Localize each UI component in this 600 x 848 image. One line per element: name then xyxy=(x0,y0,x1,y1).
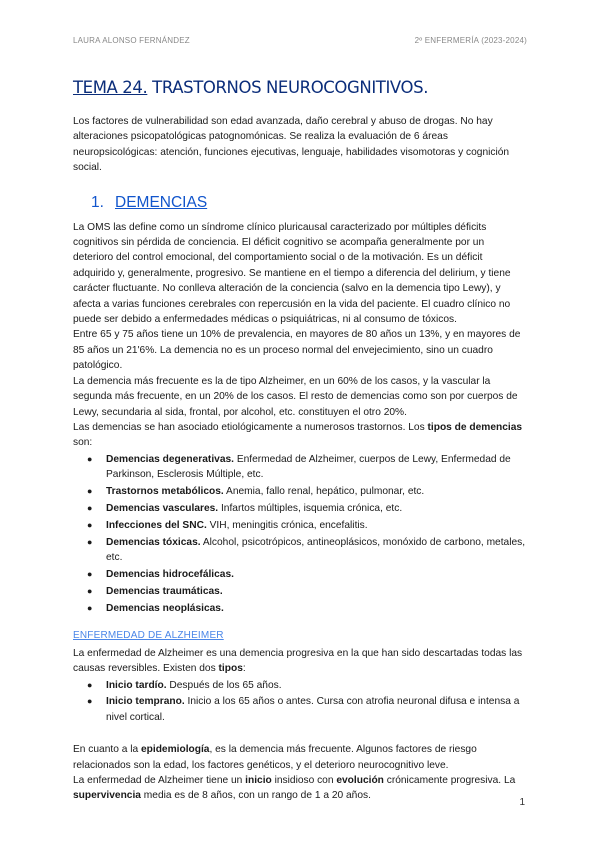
list-item: ● Trastornos metabólicos. Anemia, fallo renal, hepático, pulmonar, etc. xyxy=(73,484,527,499)
subheading-alzheimer: ENFERMEDAD DE ALZHEIMER xyxy=(73,630,224,642)
page-title xyxy=(73,78,428,97)
title-text: TRASTORNOS NEUROCOGNITIVOS. xyxy=(147,78,429,97)
bullet-icon: ● xyxy=(87,679,93,690)
bullet-icon: ● xyxy=(87,569,93,580)
bullet-icon: ● xyxy=(87,602,93,613)
section-heading-demencias xyxy=(91,192,527,214)
intro-paragraph: Los factores de vulnerabilidad son edad avanzada, daño cerebral y abuso de drogas. No hay alteraciones psicopatológicas patognomónicas. Se realiza la evaluación de 6 áreas neuropsicológicas: atención, funciones ejecutivas, lenguaje, habilidades visomotoras y cognición social. xyxy=(73,116,510,174)
section-number: 1. xyxy=(91,193,104,211)
prevalence-paragraph: Entre 65 y 75 años tiene un 10% de prevalencia, en mayores de 80 años un 13%, y en mayores de 85 años un 21'6%. La demencia no es un proceso normal del envejecimiento, sino un cuadro patológico. xyxy=(73,329,521,372)
list-item: ● Demencias hidrocefálicas. xyxy=(73,567,527,582)
list-item: ● Inicio temprano. Inicio a los 65 años o antes. Cursa con atrofia neuronal difusa e intensa a nivel cortical. xyxy=(87,696,520,723)
bullet-icon: ● xyxy=(87,453,93,464)
list-item: ● Demencias neoplásicas. xyxy=(73,601,527,616)
list-item: ● Demencias degenerativas. Enfermedad de Alzheimer, cuerpos de Lewy, Enfermedad de Parkinson, Esclerosis Múltiple, etc. xyxy=(87,453,511,481)
section-title: DEMENCIAS xyxy=(115,193,208,211)
list-item: ● Demencias vasculares. Infartos múltiples, isquemia crónica, etc. xyxy=(73,501,527,516)
list-item: ● Infecciones del SNC. VIH, meningitis crónica, encefalitis. xyxy=(73,518,527,533)
header-author: LAURA ALONSO FERNÁNDEZ xyxy=(73,36,190,45)
bullet-icon: ● xyxy=(87,502,93,513)
bullet-icon: ● xyxy=(87,536,93,547)
page-number: 1 xyxy=(519,797,525,808)
epidemiology-paragraph: En cuanto a la epidemiología, es la demencia más frecuente. Algunos factores de riesgo relacionados son la edad, los factores genéticos, y el deterioro neurocognitivo leve. xyxy=(73,744,477,771)
alzheimer-types-list xyxy=(73,678,527,726)
bullet-icon: ● xyxy=(87,519,93,530)
list-item: ● Demencias tóxicas. Alcohol, psicotrópicos, antineoplásicos, monóxido de carbono, metales, etc. xyxy=(87,536,526,564)
document-body xyxy=(73,114,527,804)
demencias-definition-paragraph: La OMS las define como un síndrome clínico pluricausal caracterizado por múltiples déficits cognitivos sin pérdida de conciencia. El déficit cognitivo se acompaña generalmente por un deterioro del control emocional, del comportamiento social o de la motivación. Es un déficit adquirido y, generalmente, progresivo. Se mantiene en el tiempo a diferencia del delirium, y tiene carácter fluctuante. No conlleva alteración de la conciencia (salvo en la demencia tipo Lewy), y afecta a varias funciones cerebrales con repercusión en la vida del paciente. El cuadro clínico no puede ser debido a enfermedades médicas o psiquiátricas, ni al consumo de tóxicos. xyxy=(73,221,511,326)
page-header xyxy=(73,36,527,45)
evolution-paragraph: La enfermedad de Alzheimer tiene un inicio insidioso con evolución crónicamente progresiva. La supervivencia media es de 8 años, con un rango de 1 a 20 años. xyxy=(73,775,516,802)
alzheimer-intro-paragraph: La enfermedad de Alzheimer es una demencia progresiva en la que han sido descartadas todas las causas reversibles. Existen dos tipos: xyxy=(73,647,523,675)
bullet-icon: ● xyxy=(87,696,93,707)
bullet-icon: ● xyxy=(87,486,93,497)
list-item: ● Demencias traumáticas. xyxy=(73,584,527,599)
types-intro-paragraph: Las demencias se han asociado etiológicamente a numerosos trastornos. Los tipos de demencias son: xyxy=(73,421,523,449)
bullet-icon: ● xyxy=(87,585,93,596)
header-course: 2º ENFERMERÍA (2023-2024) xyxy=(414,36,527,45)
title-prefix: TEMA 24. xyxy=(73,78,148,97)
frequency-paragraph: La demencia más frecuente es la de tipo Alzheimer, en un 60% de los casos, y la vascular la segunda más frecuente, en un 20% de los casos. El resto de demencias como son por cuerpos de Lewy, secundaria al sida, frontal, por alcohol, etc. constituyen el otro 20%. xyxy=(73,375,518,418)
types-bold: tipos de demencias xyxy=(427,421,523,433)
list-item: ● Inicio tardío. Después de los 65 años. xyxy=(73,678,527,693)
paragraph-spacer xyxy=(73,727,527,742)
dementia-types-list xyxy=(73,452,527,617)
